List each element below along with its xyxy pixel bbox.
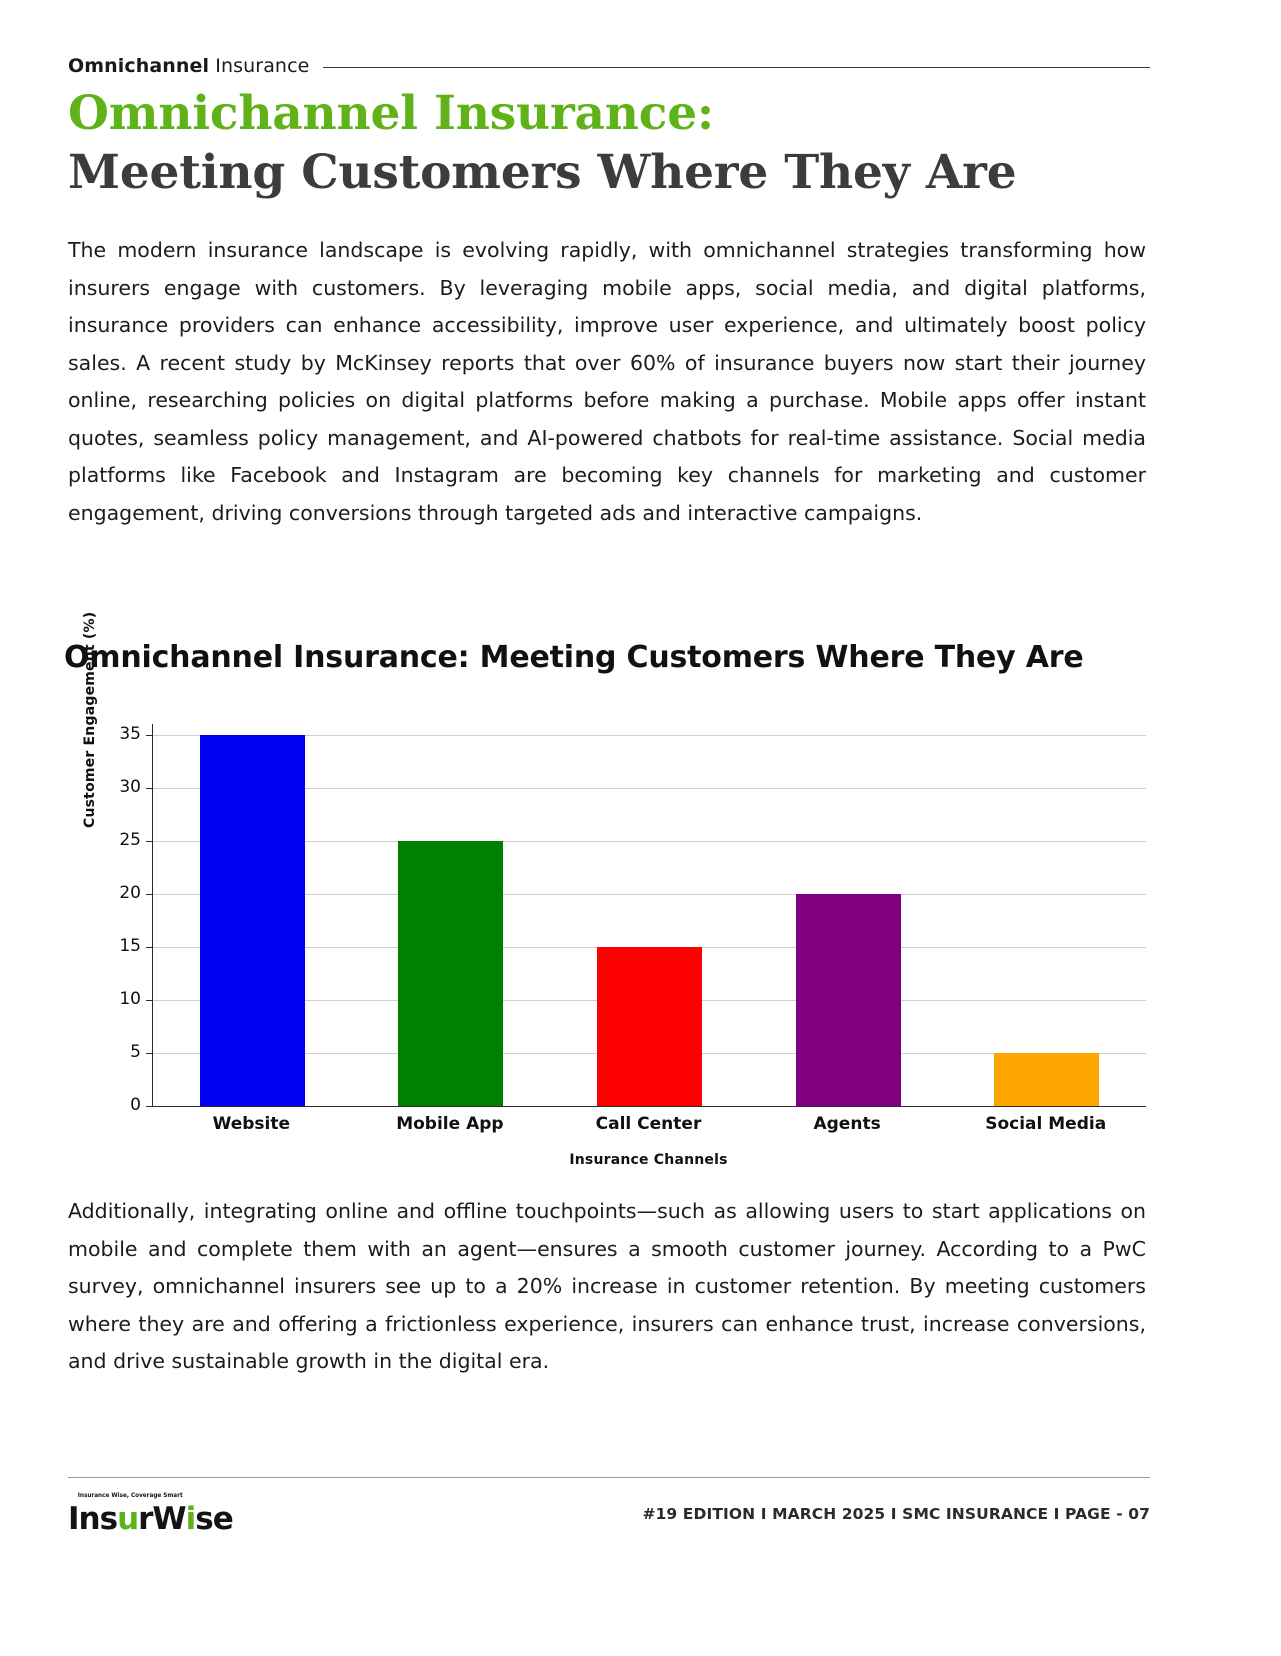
chart-y-tick-mark [146,788,152,789]
logo-part-3: se [195,1501,233,1537]
closing-paragraph: Additionally, integrating online and offline touchpoints—such as allowing users to start applications on mobile and complete them with an agent—ensures a smooth customer journey. According to a PwC survey, omnichannel insurers see up to a 20% increase in customer retention. By meeting customers where they are and offering a frictionless experience, insurers can enhance trust, increase conversions, and drive sustainable growth in the digital era. [68,1199,1146,1373]
chart-x-tick-label: Website [212,1114,291,1134]
chart-y-tick-label: 10 [119,988,141,1009]
chart-bar [994,1053,1099,1106]
header-divider [323,67,1150,68]
chart-y-tick-label: 25 [119,829,141,850]
chart-y-tick-mark [146,894,152,895]
chart-y-tick-mark [146,841,152,842]
chart-title: Omnichannel Insurance: Meeting Customers Where They Are [64,640,1084,675]
chart-bar [200,735,305,1106]
chart-plot-area [152,724,1146,1107]
insurwise-logo [68,1492,233,1537]
chart-y-tick-mark [146,947,152,948]
logo-part-1: Ins [68,1501,118,1537]
intro-paragraph: The modern insurance landscape is evolving rapidly, with omnichannel strategies transforming how insurers engage with customers. By leveraging mobile apps, social media, and digital platforms, insurance providers can enhance accessibility, improve user experience, and ultimately boost policy sales. A recent study by McKinsey reports that over 60% of insurance buyers now start their journey online, researching policies on digital platforms before making a purchase. Mobile apps offer instant quotes, seamless policy management, and AI-powered chatbots for real-time assistance. Social media platforms like Facebook and Instagram are becoming key channels for marketing and customer engagement, driving conversions through targeted ads and interactive campaigns. [68,238,1146,525]
logo-tagline: Insurance Wise, Coverage Smart [77,1492,183,1499]
chart-y-tick-mark [146,1053,152,1054]
chart-x-tick-label: Mobile App [396,1114,504,1134]
chart-bar [398,841,503,1106]
header-brand-rest: Insurance [209,55,310,77]
title-line-main: Meeting Customers Where They Are [68,145,1017,201]
title-line-accent: Omnichannel Insurance: [68,86,715,141]
footer-edition-meta: #19 EDITION I MARCH 2025 I SMC INSURANCE I PAGE - 07 [642,1505,1150,1523]
chart-bar [597,947,702,1106]
chart-x-tick-label: Agents [813,1114,881,1134]
logo-part-2: rW [138,1501,186,1537]
chart-y-tick-mark [146,1000,152,1001]
logo-wordmark [68,1492,233,1537]
chart-y-tick-label: 0 [130,1095,141,1115]
page-title [68,86,1158,201]
footer-divider [68,1477,1150,1478]
chart-y-tick-label: 20 [119,882,141,903]
chart-y-tick-mark [146,735,152,736]
chart-x-axis-label: Insurance Channels [569,1152,728,1168]
logo-part-u: u [117,1501,139,1537]
chart-y-tick-mark [146,1106,152,1107]
header-brand-bold: Omnichannel [68,55,210,77]
chart-y-tick-label: 5 [130,1041,141,1062]
chart-y-axis-label: Customer Engagement (%) [82,611,98,828]
chart-x-tick-label: Call Center [595,1114,702,1134]
chart-y-tick-label: 35 [119,723,141,744]
logo-part-i: i [185,1501,196,1537]
page-header [68,55,1150,77]
chart-bar [796,894,901,1106]
chart-x-tick-label: Social Media [985,1114,1107,1134]
header-brand [68,55,309,77]
chart-y-tick-label: 15 [119,935,141,956]
chart-y-tick-label: 30 [119,776,141,797]
